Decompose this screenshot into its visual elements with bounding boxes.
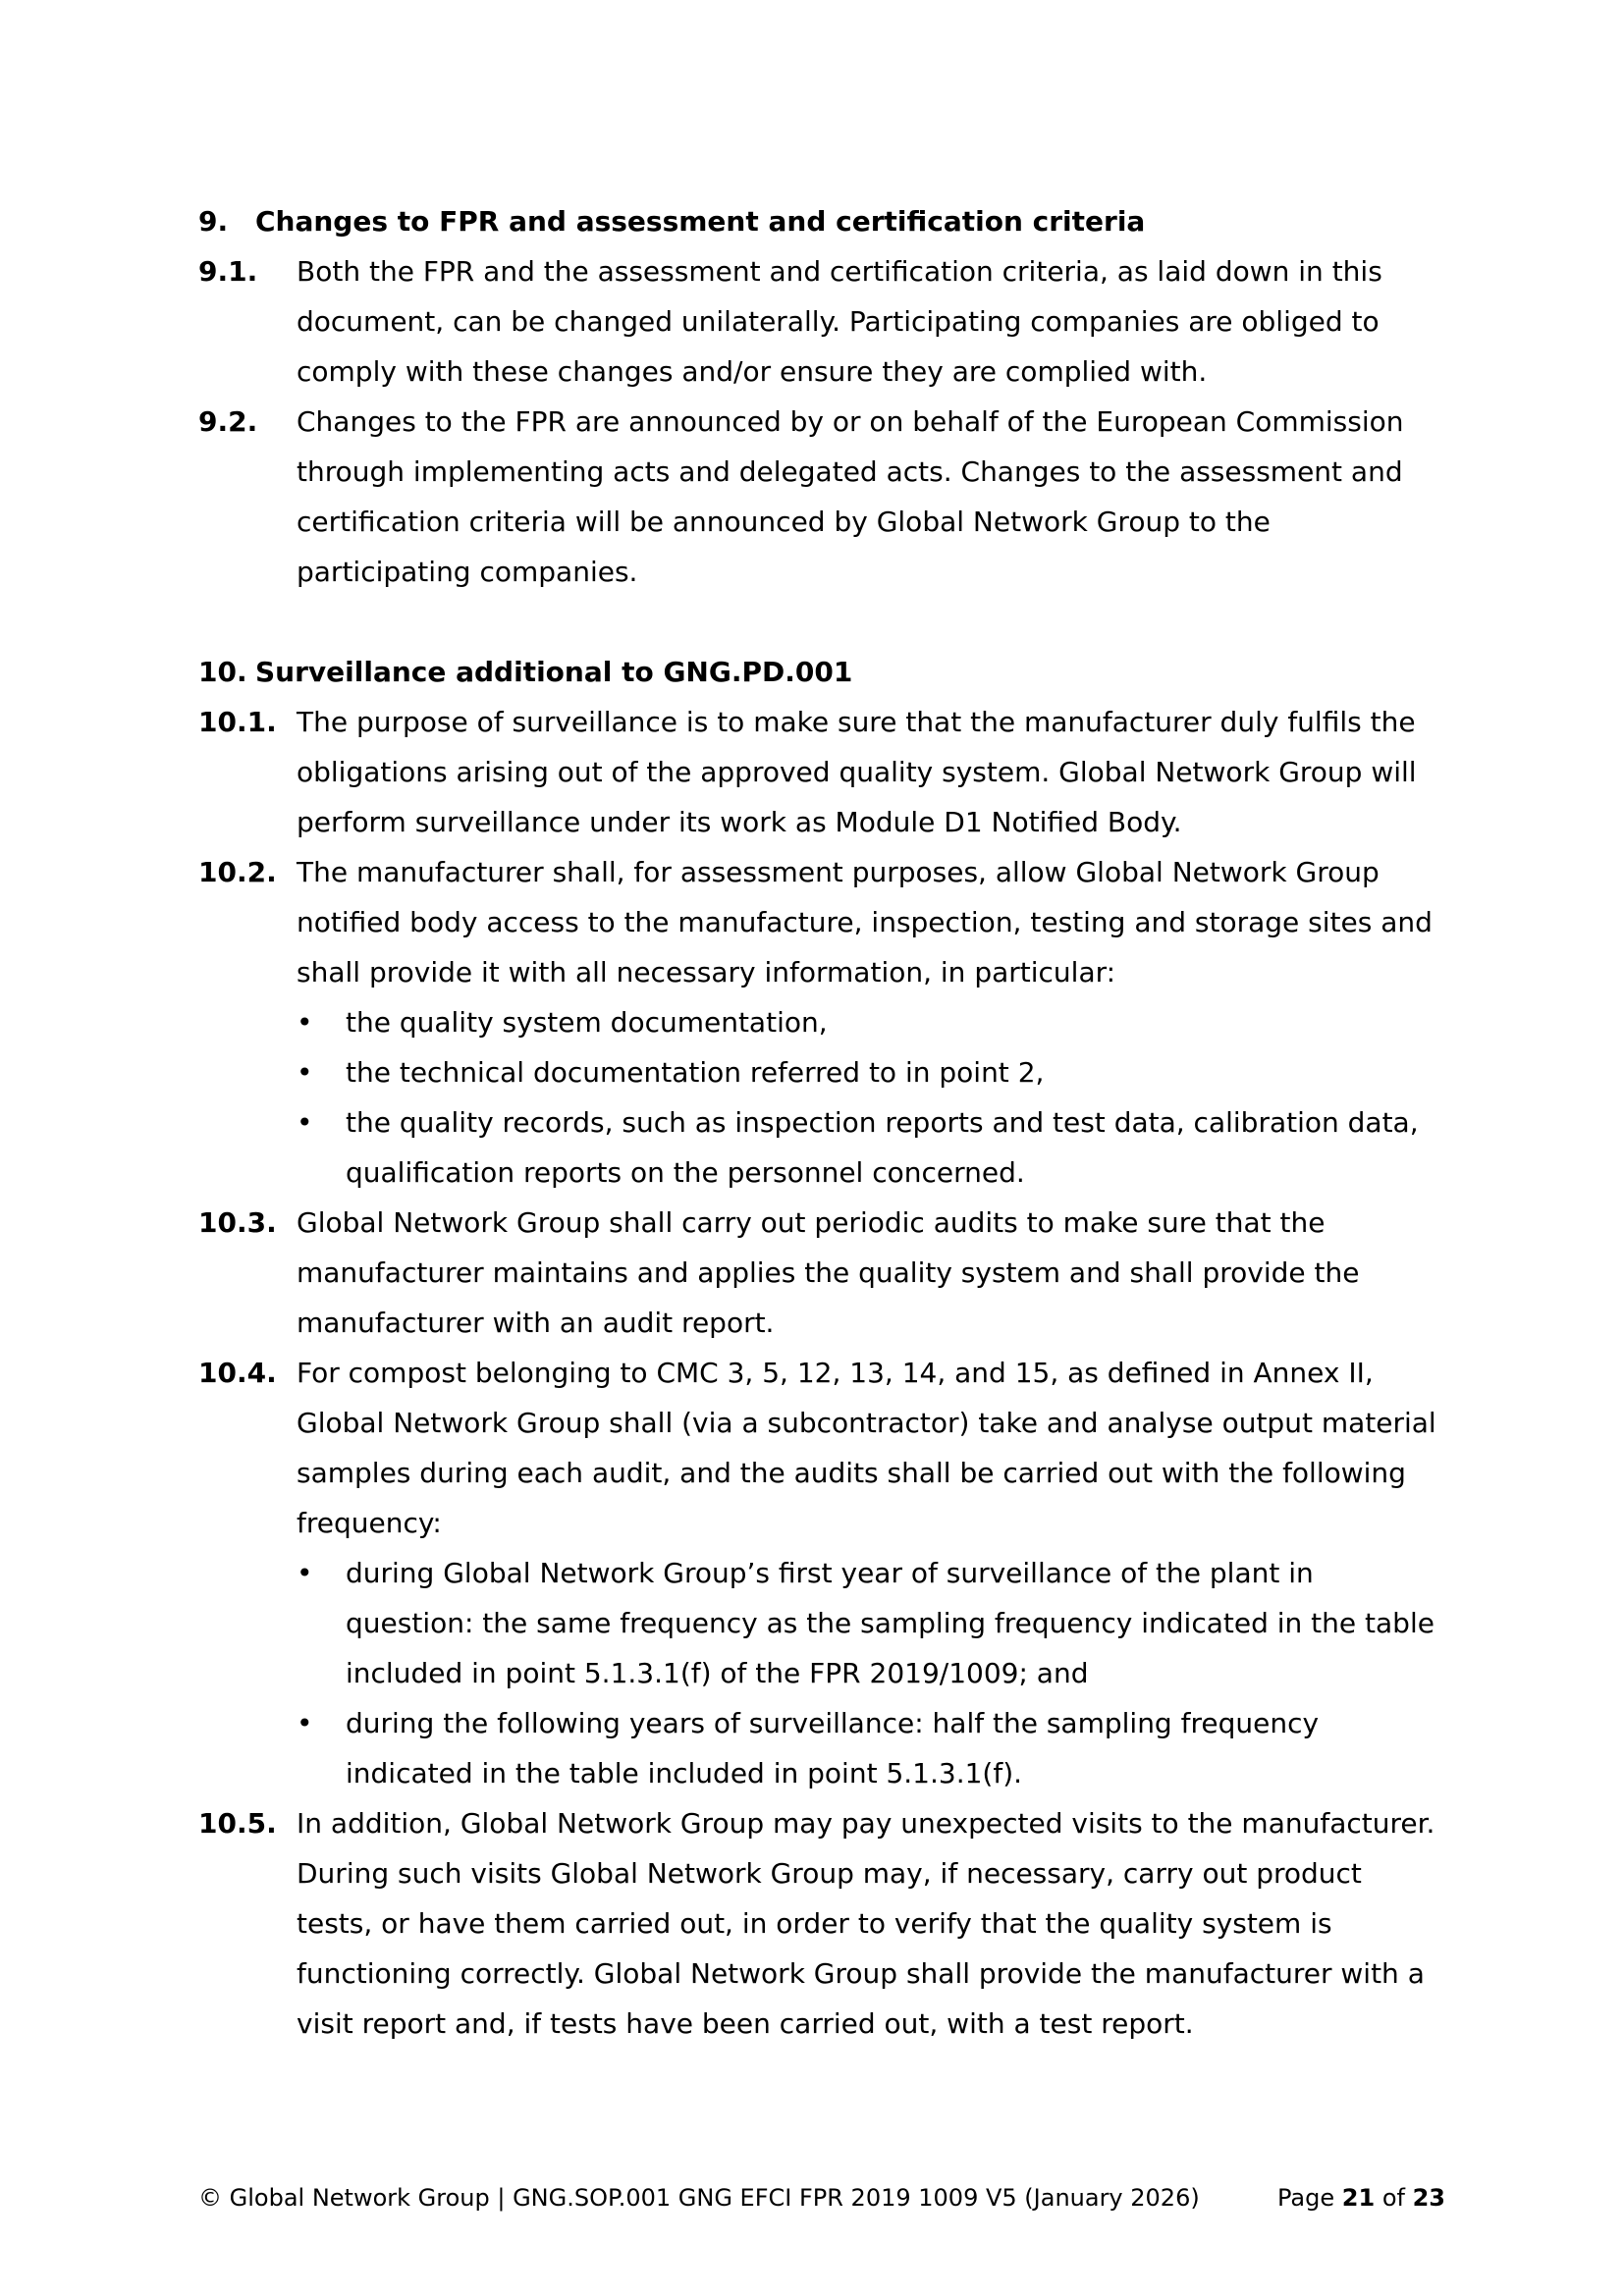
clause-number: 10.4. — [198, 1357, 277, 1389]
clause-number: 9.1. — [198, 255, 258, 288]
page-footer — [198, 2181, 1445, 2215]
clause-text: The manufacturer shall, for assessment purposes, allow Global Network Group notified body access to the manufacture, inspection, testing and storage sites and shall provide it with all necessary information, in particular: — [297, 856, 1433, 988]
clause-number: 9.2. — [198, 405, 258, 438]
bullet-list — [297, 1548, 1445, 1798]
clause-number: 10.5. — [198, 1807, 277, 1840]
bullet-icon: • — [297, 1557, 313, 1589]
bullet-icon: • — [297, 1707, 313, 1739]
clause-10-1 — [198, 697, 1445, 847]
clause-number: 10.2. — [198, 856, 277, 888]
footer-copyright: © Global Network Group | GNG.SOP.001 GNG EFCI FPR 2019 1009 V5 (January 2026) — [198, 2184, 1200, 2212]
clause-text: Global Network Group shall carry out periodic audits to make sure that the manufacturer maintains and applies the quality system and shall provide the manufacturer with an audit report. — [297, 1206, 1360, 1339]
clause-10-3 — [198, 1198, 1445, 1348]
section-title: Changes to FPR and assessment and certification criteria — [255, 205, 1146, 238]
page-current: 21 — [1341, 2184, 1376, 2212]
list-item-text: during Global Network Group’s first year of surveillance of the plant in question: the same frequency as the sampling frequency indicated in the table included in point 5.1.3.1(f) of the FPR 2019/1009; and — [346, 1557, 1435, 1689]
bullet-list — [297, 997, 1445, 1198]
page-of: of — [1381, 2184, 1405, 2212]
list-item — [297, 997, 1445, 1047]
clause-10-2 — [198, 847, 1445, 1198]
clause-text: Both the FPR and the assessment and certification criteria, as laid down in this document, can be changed unilaterally. Participating companies are obliged to comply with these changes and/or ensure they are complied with. — [297, 255, 1382, 388]
list-item-text: the quality system documentation, — [346, 1006, 828, 1039]
section-title: Surveillance additional to GNG.PD.001 — [255, 656, 853, 688]
spacer — [198, 597, 1445, 647]
bullet-icon: • — [297, 1006, 313, 1039]
section-9-heading — [198, 196, 1445, 246]
page-total: 23 — [1412, 2184, 1445, 2212]
clause-9-1 — [198, 246, 1445, 397]
list-item — [297, 1548, 1445, 1698]
list-item — [297, 1097, 1445, 1198]
page-number — [1277, 2181, 1445, 2215]
clause-10-5 — [198, 1798, 1445, 2049]
section-number: 10. — [198, 656, 247, 688]
clause-number: 10.1. — [198, 706, 277, 738]
list-item-text: the technical documentation referred to in point 2, — [346, 1056, 1045, 1089]
clause-text: For compost belonging to CMC 3, 5, 12, 13, 14, and 15, as defined in Annex II, Global Network Group shall (via a subcontractor) take and analyse output material samples during each audit, and the audits shall be carried out with the following frequency: — [297, 1357, 1436, 1539]
list-item-text: during the following years of surveillance: half the sampling frequency indicated in the table included in point 5.1.3.1(f). — [346, 1707, 1320, 1789]
clause-9-2 — [198, 397, 1445, 597]
section-10-heading — [198, 647, 1445, 697]
bullet-icon: • — [297, 1056, 313, 1089]
list-item — [297, 1047, 1445, 1097]
clause-10-4 — [198, 1348, 1445, 1798]
bullet-icon: • — [297, 1106, 313, 1139]
section-number: 9. — [198, 205, 229, 238]
clause-text: In addition, Global Network Group may pay unexpected visits to the manufacturer. During such visits Global Network Group may, if necessary, carry out product tests, or have them carried out, in order to verify that the quality system is functioning correctly. Global Network Group shall provide the manufacturer with a visit report and, if tests have been carried out, with a test report. — [297, 1807, 1435, 2040]
clause-text: Changes to the FPR are announced by or on behalf of the European Commission through implementing acts and delegated acts. Changes to the assessment and certification criteria will be announced by Global Network Group to the participating companies. — [297, 405, 1404, 588]
document-body — [198, 196, 1445, 2049]
clause-text: The purpose of surveillance is to make sure that the manufacturer duly fulfils the obligations arising out of the approved quality system. Global Network Group will perform surveillance under its work as Module D1 Notified Body. — [297, 706, 1417, 838]
clause-number: 10.3. — [198, 1206, 277, 1239]
list-item-text: the quality records, such as inspection reports and test data, calibration data, qualification reports on the personnel concerned. — [346, 1106, 1419, 1189]
list-item — [297, 1698, 1445, 1798]
page-label: Page — [1277, 2184, 1335, 2212]
